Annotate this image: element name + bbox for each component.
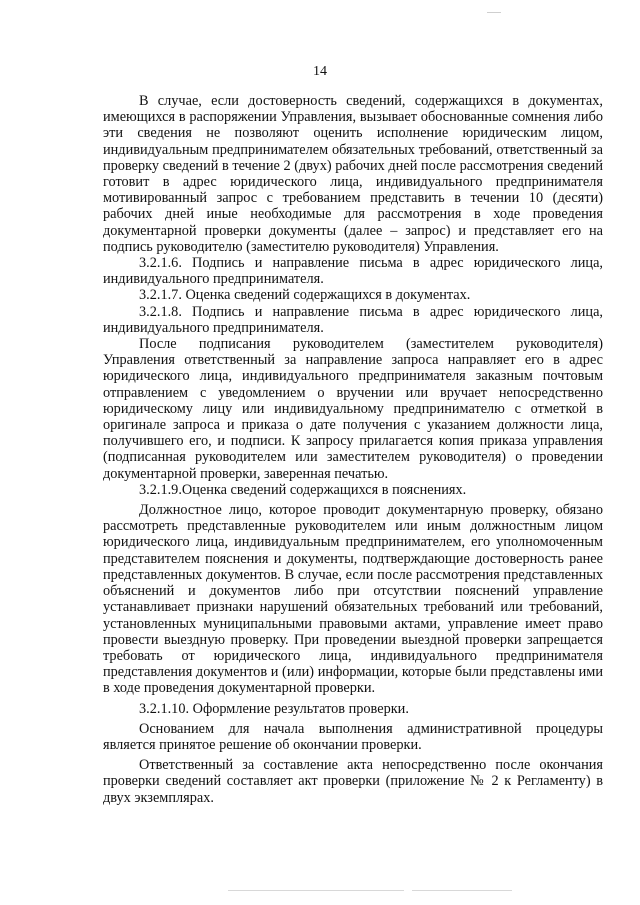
- paragraph-request-delivery: После подписания руководителем (заместителем руководителя) Управления ответственный за направление запроса направляет его в адрес юридического лица, индивидуального предпринимателя заказным почтовым отправлением с уведомлением о вручении или вручает непосредственно юридическому лицу или индивидуальному предпринимателю с отметкой в оригинале запроса и приказа о дате получения с указанием должности лица, получившего его, и подписи. К запросу прилагается копия приказа управления (подписанная руководителем или заместителем руководителя) о проведении документарной проверки, заверенная печатью.: [103, 336, 603, 482]
- paragraph-3-2-1-6: 3.2.1.6. Подпись и направление письма в адрес юридического лица, индивидуального предпринимателя.: [103, 255, 603, 288]
- paragraph-3-2-1-10: 3.2.1.10. Оформление результатов проверки.: [139, 700, 409, 717]
- page-number: 14: [313, 64, 327, 79]
- paragraph-inspection-act: Ответственный за составление акта непосредственно после окончания проверки сведений составляет акт проверки (приложение № 2 к Регламенту) в двух экземплярах.: [103, 757, 603, 806]
- document-body: [103, 93, 603, 806]
- scan-artifact-mark: [487, 12, 501, 13]
- paragraph-procedure-basis: Основанием для начала выполнения административной процедуры является принятое решение об окончании проверки.: [103, 720, 603, 753]
- paragraph-3-2-1-9: 3.2.1.9.Оценка сведений содержащихся в пояснениях.: [139, 481, 467, 498]
- footer-rule-left: [228, 890, 404, 891]
- paragraph-3-2-1-8: 3.2.1.8. Подпись и направление письма в адрес юридического лица, индивидуального предпринимателя.: [103, 303, 603, 336]
- paragraph-request-conditions: В случае, если достоверность сведений, содержащихся в документах, имеющихся в распоряжении Управления, вызывает обоснованные сомнения либо эти сведения не позволяют оценить исполнение юридическим лицом, индивидуальным предпринимателем обязательных требований, ответственный за проверку сведений в течение 2 (двух) рабочих дней после рассмотрения сведений готовит в адрес юридического лица, индивидуального предпринимателя мотивированный запрос с требованием представить в течении 10 (десяти) рабочих дней иные необходимые для рассмотрения в ходе проведения документарной проверки документы (далее – запрос) и представляет его на подпись руководителю (заместителю руководителя) Управления.: [103, 93, 603, 255]
- paragraph-explanations-review: Должностное лицо, которое проводит документарную проверку, обязано рассмотреть представленные руководителем или иным должностным лицом юридического лица, индивидуальным предпринимателем, его уполномоченным представителем пояснения и документы, подтверждающие достоверность ранее представленных документов. В случае, если после рассмотрения представленных объяснений и документов либо при отсутствии пояснений управление устанавливает признаки нарушений обязательных требований или требований, установленных муниципальными правовыми актами, управление имеет право провести выездную проверку. При проведении выездной проверки запрещается требовать от юридического лица, индивидуального предпринимателя представления документов и (или) информации, которые были представлены ими в ходе проведения документарной проверки.: [103, 502, 603, 697]
- footer-rule-right: [412, 890, 512, 891]
- paragraph-3-2-1-7: 3.2.1.7. Оценка сведений содержащихся в документах.: [139, 287, 471, 304]
